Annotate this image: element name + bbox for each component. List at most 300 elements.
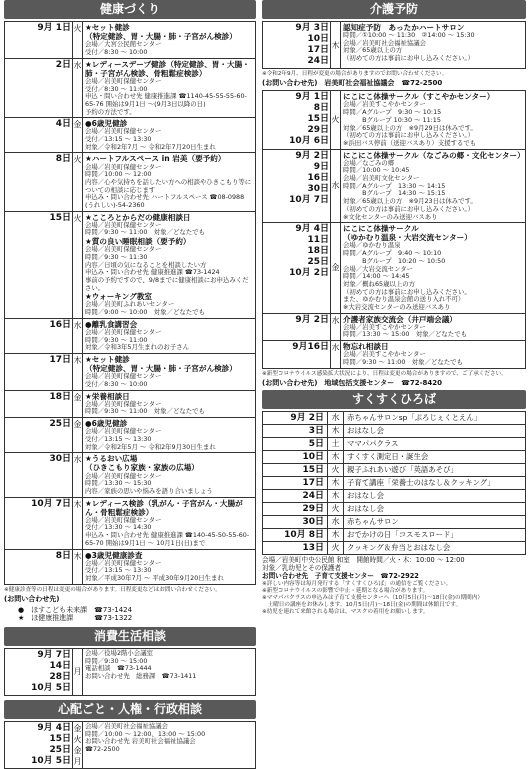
event-cell [341,341,526,368]
schedule-row [5,390,256,417]
weekday-label: 水 [331,181,340,191]
event-info: 時間／9:30 ～ 15:00 [85,656,148,665]
weekday-label: 金 [73,745,82,755]
event-cell [83,318,256,353]
event-info: お問い合わせ先 岩美町社会福祉協議会 [85,737,196,746]
event-cell [341,223,526,313]
event-info: 時間／9:30 ～ 11:30 [85,252,148,261]
kenko-contact-line: ★ ほ健康推進課 ☎73-1322 [18,614,133,623]
weekday-cell [73,118,83,153]
kaigo-contact-1: (お問い合わせ先) 岩美町社会福祉協議会 ☎72-2500 [262,78,443,87]
event-info: 会場／岩美町保健センター [85,327,162,336]
kenko-header: 健康づくり [4,0,256,19]
date-cell: 15日 [263,463,328,476]
event-info: 時間／14:00 ～ 14:45 [343,272,410,281]
date-cell: 17日 [263,476,328,489]
event-cell: 赤ちゃんサロン [344,515,526,528]
event-info: ※文化センターのみ送迎バスあり [343,212,438,221]
right-column [262,0,526,616]
event-info: 時間／10:00 ～ 10:45 [343,166,410,175]
event-title: にこにこ体操サークル（すこやかセンター） [343,92,495,102]
weekday-cell: 木 [328,476,344,489]
date-cell [263,341,331,368]
date-label: 18日 [307,246,329,257]
event-info: 時間／Aグループ 9:40 ～ 10:10 [343,249,442,258]
weekday-label: 月 [73,756,82,766]
event-info: 時間／9:00 ～ 10:00 対象／どなたでも [85,308,205,317]
event-title: ★ウォーキング教室 [85,292,153,302]
date-label: 8日 [55,550,71,561]
date-cell [5,58,73,118]
event-info: （初めての方は事前にお申し込みください。） [343,54,475,63]
weekday-label: 水 [73,60,82,70]
date-label: 9月 2日 [295,150,329,161]
date-label: 25日 [49,419,71,430]
date-label: 17日 [307,45,329,55]
event-info: Bグループ 10:30 ～ 11:15 [343,115,441,124]
sukusuku-header: すくすくひろば [262,390,526,409]
event-info: 会場／岩美町保健センター [85,427,162,436]
schedule-row [5,354,256,391]
event-info: 内容／家族の思いや悩みを語り合いましょう [85,486,213,495]
kenko-contact-label: (お問い合わせ先) [4,594,60,603]
event-info: 申込・問い合わせ先 健康推進課 ☎1140-45-55-55-60- [85,92,247,101]
sukusuku-footer-line: お問い合わせ先 子育て支援センター ☎72-2922 [262,571,419,580]
date-cell [5,390,73,417]
date-cell [5,22,73,59]
event-info: Bグループ 14:30 ～ 15:15 [343,189,446,198]
weekday-cell [73,211,83,318]
weekday-cell: 木 [328,528,344,541]
weekday-label: 月 [73,667,82,677]
event-cell: 赤ちゃんサロンsp「ぷろじぇくとえん」 [344,411,526,424]
weekday-cell [331,313,341,340]
weekday-label: 水 [73,455,82,465]
date-cell [5,721,73,768]
weekday-cell: 火 [328,463,344,476]
weekday-label: 木 [73,356,82,366]
event-info: 対象／65歳以上の方 [343,46,403,55]
event-info: 事前の予約ですので、9/8までに健康相談にお申込みください。 [85,276,249,292]
schedule-row [5,211,256,318]
kaigo-table-1 [262,21,526,69]
weekday-label: 水 [331,315,340,325]
event-info: 会場／岩美すこやかセンター [343,100,426,109]
event-title: ★レディースデープ健診（特定健診、胃・大腸・肺・子宮がん検診、骨粗鬆症検診） [85,59,250,78]
event-cell [83,22,256,59]
sukusuku-row [263,541,526,554]
sukusuku-row [263,476,526,489]
event-info: 時間／9:30 ～ 11:00 対象／どなたでも [343,357,463,366]
kaigo-contact-2: (お問い合わせ先) 地域包括支援センター ☎72-8420 [262,378,442,387]
event-info: 受付／13:15 ～ 13:30 [85,434,152,443]
event-info: 電話相談 ☎73-1444 [85,664,152,673]
event-info: 時間／13:30 ～ 15:30 [85,479,152,488]
event-info: 会場／役場2階小会議室 [85,648,153,657]
event-cell [83,118,256,153]
event-info: 65-70 開始は9月1日 ～ 10月1日(日)まで [85,538,206,547]
event-info: 会場／岩美すこやかセンター [343,322,426,331]
event-info: 会場／岩美町保健センター [85,162,162,171]
shohi-header: 消費生活相談 [4,627,256,646]
schedule-row [5,549,256,584]
weekday-cell [73,549,83,584]
schedule-row [5,58,256,118]
schedule-row [5,118,256,153]
schedule-row [5,418,256,453]
weekday-cell [331,22,341,69]
date-label: 10月 2日 [289,268,329,279]
weekday-cell [73,58,83,118]
date-label: 15日 [49,212,71,223]
date-cell [263,313,331,340]
event-info: お問い合わせ先 総務課 ☎73-1411 [85,671,197,680]
event-title: 物忘れ相談日 [343,342,389,352]
sukusuku-row [263,437,526,450]
kenko-contacts [4,606,256,623]
event-title: ★うるおい広場 （ひきこもり家族・家族の広場） [85,454,199,473]
event-info: 会場／岩美町保健センター [85,372,162,381]
weekday-cell [73,418,83,453]
event-info: 時間／Aグループ 9:30 ～ 10:15 [343,108,442,117]
event-info: 会場／岩美町社会福祉協議会 [85,721,169,730]
kenko-note: ※健康診査等の日程は変更の場合があります。日程変更などはお問い合わせください。 [4,586,221,593]
event-info: 対象／令和2年5月 ～ 令和2年9月30日生まれ [85,442,216,451]
weekday-label: 金 [73,392,82,402]
event-info: 65-76 開始は9月1日 ～(9月3日以降の日) [85,99,206,108]
shohi-table [4,648,256,696]
sukusuku-footer-line: ※ママパパクラスの申込みは子育て支援センターへ（10月5日(月)～18日(金)の期間内） [262,594,483,601]
event-info: 会場／岩美町保健センター [85,471,162,480]
event-cell: おでかけの日「コスモスロード」 [344,528,526,541]
date-label: 30日 [49,454,71,465]
date-cell [263,149,331,223]
weekday-cell [331,341,341,368]
date-label: 10月 5日 [31,755,71,766]
kaigo-note-2: ※新型コロナウイルス感染拡大状況により、日程は変更の場合がありますので、ご了承ください。 [262,370,507,377]
weekday-cell [73,318,83,353]
date-cell: 29日 [263,502,328,515]
date-label: 17日 [49,355,71,366]
sukusuku-row [263,424,526,437]
weekday-label: 水 [331,343,340,353]
event-info: ※大岩交流センターのみ送迎バスあり [343,302,451,311]
sukusuku-footer-line: ※新型コロナウイルスの影響で中止・延期となる場合があります。 [262,587,429,594]
event-info: 会場／岩美すこやかセンター [343,350,426,359]
event-info: 対象／令和3年5月生まれのお子さん [85,343,189,352]
date-cell [5,354,73,391]
weekday-cell [73,497,83,549]
event-cell [341,22,526,69]
weekday-label: 木 [73,499,82,509]
schedule-row [263,223,526,313]
event-info: ※浜田バス停前（送迎バスあり）支援するでも [343,138,477,147]
event-info: 対象／65歳以上の方 ※9月29日は休みです。 [343,123,477,132]
date-cell [5,549,73,584]
weekday-label: 金 [73,120,82,130]
schedule-row [263,91,526,149]
event-title: ★質の良い睡眠相談（要予約） [85,237,191,247]
kenko-table [4,21,256,585]
weekday-label: 火 [73,155,82,165]
event-cell: ママパパクラス [344,437,526,450]
date-cell: 30日 [263,515,328,528]
date-label: 10月 7日 [289,194,329,205]
schedule-row [5,153,256,211]
event-title: ★セット健診 （特定健診、胃・大腸・肺・子宮がん検診） [85,23,237,42]
event-info: 申込み・問い合わせ先 ハートフルスペース ☎08-0988 [85,193,245,202]
sukusuku-row [263,411,526,424]
event-cell [83,648,256,695]
date-label: 25日 [307,257,329,268]
kaigo-header: 介護予防 [262,0,526,19]
event-info: 内容／心や気持ちを話したい方への相談やひきこもり等についての相談に応じます [85,177,252,194]
event-info: 受付／8:30 ～ 10:00 [85,47,148,56]
date-cell: 10月 8日 [263,528,328,541]
date-label: 8日 [313,103,329,114]
event-cell [83,58,256,118]
weekday-cell: 木 [328,489,344,502]
kaigo-note-1: ※令和2年9月、日程が変更の場合がありますのでお問い合わせください。 [262,71,448,77]
event-cell [83,549,256,584]
sukusuku-row [263,515,526,528]
weekday-cell [73,453,83,497]
event-info: （初めての方は事前にお申し込みください。） [343,131,475,140]
event-info: Bグループ 10:20 ～ 10:50 [343,256,446,265]
date-cell: 3日 [263,424,328,437]
event-cell: すくすく測定日・誕生会 [344,450,526,463]
sukusuku-footer-line: 会場／岩美町中央公民館 和室 開館時間／火・木：10:00 ～ 12:00 [262,555,465,564]
event-info: 時間／Aグループ 13:30 ～ 14:15 [343,181,446,190]
date-label: 25日 [49,744,71,755]
event-cell: おはなし会 [344,502,526,515]
event-cell: クッキング＆弁当とおはなし会 [344,541,526,554]
event-cell [341,313,526,340]
event-cell [83,497,256,549]
event-title: ★ハートフルスペース in 岩美（要予約） [85,154,226,164]
event-info: 会場／岩美町文化センター [343,174,420,183]
event-info: 会場／岩美町社会福祉協議会 [343,38,427,47]
event-info: 時間／9:30 ～ 11:00 対象／どなたでも [85,407,205,416]
schedule-row [5,721,256,768]
weekday-cell: 木 [328,450,344,463]
kaigo-table-2 [262,90,526,368]
event-cell: 子育て講座「栄養士のはなし＆クッキング」 [344,476,526,489]
event-info: 受付／8:30 ～ 11:00 [85,84,148,93]
event-title: にこにこ体操サークル （ゆかむり温泉・大岩交流センター） [343,224,472,243]
date-cell [263,223,331,313]
weekday-cell [73,354,83,391]
event-info: 対象／令和2年7月 ～ 令和2年7月20日生まれ [85,142,216,151]
sukusuku-footer [262,557,526,616]
event-cell [83,721,256,768]
sukusuku-row [263,502,526,515]
date-label: 4日 [55,119,71,130]
date-label: 28日 [49,671,71,682]
weekday-cell [331,149,341,223]
event-info: 時間／10:00 ～ 12:00 [85,170,152,179]
event-info: 内容／日頃の気になることを相談したい方 [85,260,207,269]
date-label: 10日 [307,34,329,44]
event-cell [341,91,526,149]
weekday-cell [73,721,83,768]
event-title: ●3歳児健康診査 [85,550,143,560]
event-info: 時間／①10:00 ～ 11:30 ②14:00 ～ 15:30 [343,31,475,40]
schedule-row [263,22,526,69]
date-label: 10月 7日 [31,498,71,509]
event-cell: 親子ふれあい遊び「英語あそび」 [344,463,526,476]
weekday-cell: 火 [328,541,344,554]
event-cell: おはなし会 [344,424,526,437]
date-label: 15日 [307,114,329,125]
event-info: 会場／岩美町保健センター [85,127,162,136]
sukusuku-row [263,450,526,463]
date-cell [5,648,73,695]
event-info: 時間／10:00 ～ 12:00、13:00 ～ 15:00 [85,729,206,738]
date-cell [5,418,73,453]
date-cell [263,91,331,149]
event-title: 介護者家族交流会（井戸端会議） [343,314,457,324]
date-label: 14日 [49,660,71,671]
schedule-row [5,497,256,549]
date-cell [5,153,73,211]
event-info: 時間／13:30 ～ 15:00 対象／どなたでも [343,330,467,339]
event-info: 会場／岩美町保健センター [85,76,162,85]
event-cell [83,153,256,211]
event-info: 受付／8:30 ～ 10:00 [85,379,148,388]
date-label: 10月 5日 [31,682,71,693]
event-title: 認知症予防 あったかハートサロン [343,23,465,32]
weekday-cell [73,153,83,211]
schedule-row [5,453,256,497]
date-label: 30日 [307,183,329,194]
event-info: 会場／岩美町保健センター [85,399,162,408]
date-cell: 9月 2日 [263,411,328,424]
schedule-row [5,22,256,59]
weekday-cell [331,91,341,149]
event-cell [83,354,256,391]
weekday-cell: 火 [328,502,344,515]
event-cell [341,149,526,223]
schedule-row [263,149,526,223]
event-info: 会場／岩美町ふれあいセンター [85,300,175,309]
sukusuku-row [263,528,526,541]
date-cell: 10日 [263,450,328,463]
event-cell [83,418,256,453]
event-title: ★栄養相談日 [85,391,130,401]
weekday-label: 金 [73,420,82,430]
date-cell [5,318,73,353]
date-label: 29日 [307,125,329,136]
kenko-contact-line: ● ほすこども未来課 ☎73-1424 [18,606,133,615]
event-title: ●6歳児健診 [85,419,128,429]
weekday-cell [331,223,341,313]
date-label: 10月 6日 [289,136,329,147]
event-title: ●6歳児健診 [85,119,128,129]
event-info: 会場／岩美町保健センター [85,220,162,229]
date-label: 9月 1日 [37,23,71,33]
event-info: 会場／ゆかむり温泉 [343,241,401,250]
event-cell: おはなし会 [344,489,526,502]
event-info: 予約の方法です。 [85,107,136,116]
event-info: (うれしい)-54-2360 [85,200,145,209]
event-info: 申込み・問い合わせ先 健康推進課 ☎140-45-50-55-60- [85,531,250,540]
date-cell [5,453,73,497]
shinpai-table [4,721,256,769]
event-title: にこにこ体操サークル（なごみの郷・文化センター） [343,150,525,160]
weekday-label: 金 [73,723,82,733]
weekday-label: 火 [73,213,82,223]
event-info: 受付／13:15 ～ 13:30 [85,135,152,144]
weekday-label: 木 [331,40,340,50]
event-info: 時間／9:30 ～ 11:00 対象／どなたでも [85,228,205,237]
shinpai-header: 心配ごと・人権・行政相談 [4,700,256,719]
event-title: ★レディース検診（乳がん・子宮がん・大腸がん・骨粗鬆症検診） [85,498,243,517]
date-label: 9月 7日 [37,649,71,660]
schedule-row [5,648,256,695]
left-column [4,0,256,769]
date-label: 16日 [307,172,329,183]
event-info: 対象／概ね65歳以上の方 [343,279,416,288]
event-cell [83,453,256,497]
date-label: 8日 [55,154,71,165]
date-cell: 24日 [263,489,328,502]
date-label: 9月 1日 [295,92,329,103]
weekday-label: 火 [331,115,340,125]
date-label: 9日 [313,161,329,172]
event-title: ★こころとからだの健康相談日 [85,212,191,222]
event-cell [83,390,256,417]
event-info: 受付／13:30 ～ 14:30 [85,523,152,532]
event-info: 対象／65歳以上の方 ※9月23日は休みです。 [343,197,477,206]
weekday-label: 金 [331,263,340,273]
event-info: また、ゆかむり温泉会館の送り入れ不可） [343,295,465,304]
weekday-label: 木 [73,551,82,561]
event-title: ●離乳食講習会 [85,319,138,329]
schedule-row [263,341,526,368]
sukusuku-row [263,489,526,502]
event-info: 時間／9:30 ～ 11:00 [85,335,148,344]
event-info: 申込み・問い合わせ先 健康推進課 ☎73-1424 [85,268,220,277]
event-info: （初めての方は事前にお申し込みください。 [343,287,471,296]
sukusuku-footer-line: 土曜日の講座をお休みします。10月5日(月)～18日(金)の期間は休館日です。 [262,601,462,608]
sukusuku-footer-line: ※幼児を連れて来館される場合は、マスクの着用をお願いします。 [262,608,429,615]
weekday-cell: 水 [328,515,344,528]
date-label: 9月 4日 [37,722,71,733]
event-info: ☎72-2500 [85,744,120,753]
date-label: 9月 4日 [295,224,329,235]
weekday-cell [73,390,83,417]
weekday-label: 火 [73,24,82,33]
date-label: 16日 [49,319,71,330]
event-info: 受付／13:15 ～ 13:30 [85,566,152,575]
weekday-cell [73,648,83,695]
date-cell [5,118,73,153]
event-info: 対象／平成30年7月 ～ 平成30年9月20日生まれ [85,574,224,583]
date-cell [5,497,73,549]
weekday-label: 水 [73,320,82,330]
sukusuku-footer-line: ※詳しい内容等は毎月発行する「すくすくひろば」の通信をご覧ください。 [262,580,452,587]
sukusuku-row [263,463,526,476]
date-cell: 5日 [263,437,328,450]
weekday-label: 火 [73,734,82,744]
date-cell [263,22,331,69]
weekday-cell: 水 [328,411,344,424]
date-cell: 13日 [263,541,328,554]
event-info: （初めての方は事前にお申し込みください。） [343,204,475,213]
schedule-row [5,318,256,353]
event-info: 会場／大宮公民館センター [85,40,162,49]
